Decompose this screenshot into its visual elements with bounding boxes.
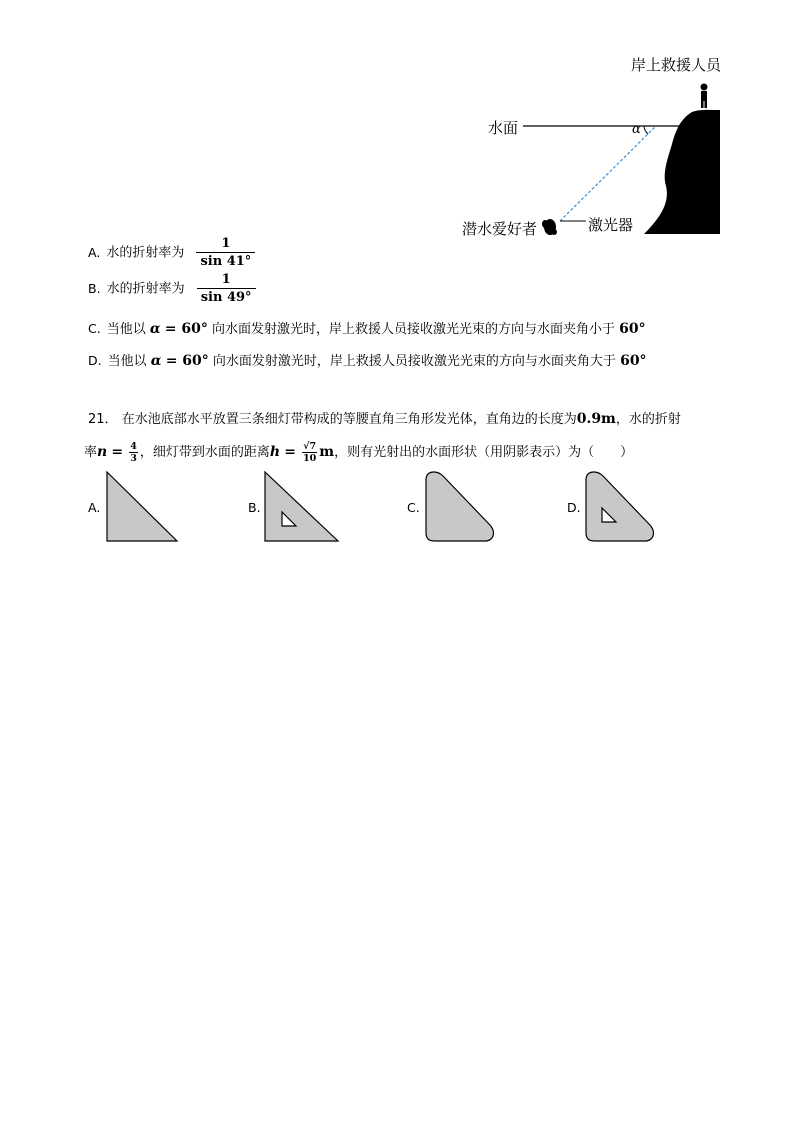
laser-beam-line [560,126,656,221]
alpha-angle-label: α [632,122,641,137]
rescuer-label: 岸上救援人员 [631,56,722,74]
q21-line-1: 21． 在水池底部水平放置三条细灯带构成的等腰直角三角形发光体，直角边的长度为0.9m，水的折射 [88,411,681,427]
q21-choice-c-shape [423,470,499,544]
q20-option-a: A. 水的折射率为 $\frac{1}{\sin 41^\circ}$ [88,236,255,270]
laser-label: 激光器 [588,216,634,234]
q21-line-2: 率n = $\frac{4}{3}$ ，细灯带到水面的距离h = $\frac{√7}{10}$ m，则有光射出的水面形状（用阴影表示）为（ ） [84,441,634,464]
cliff-shape [644,110,720,234]
fraction: $\frac{1}{\sin 41^\circ}$ [196,236,255,270]
q21-choice-a-shape [104,470,180,544]
n-fraction: $\frac{4}{3}$ [130,441,137,464]
diver-icon [542,219,557,235]
q21-choice-d-shape [583,470,659,544]
h-fraction: $\frac{√7}{10}$ [303,441,317,464]
rescue-diagram [520,78,730,238]
diver-label: 潜水爱好者 [462,220,538,238]
q21-choice-b-label: B. [248,500,261,515]
q21-choice-a-label: A. [88,500,101,515]
alpha-arc [644,126,648,134]
q20-option-b: B. 水的折射率为 $\frac{1}{\sin 49^\circ}$ [88,272,256,306]
q21-choice-d-label: D. [567,500,581,515]
q21-choice-b-shape [262,470,342,544]
q21-choice-c-label: C. [407,500,420,515]
q20-option-c: C. 当他以 α = 60° 向水面发射激光时，岸上救援人员接收激光光束的方向与水面夹角小于 60° [88,321,646,337]
rescuer-person-icon [701,84,708,109]
fraction: $\frac{1}{\sin 49^\circ}$ [197,272,256,306]
q20-option-d: D. 当他以 α = 60° 向水面发射激光时，岸上救援人员接收激光光束的方向与水面夹角大于 60° [88,353,647,369]
water-surface-label: 水面 [488,119,519,137]
